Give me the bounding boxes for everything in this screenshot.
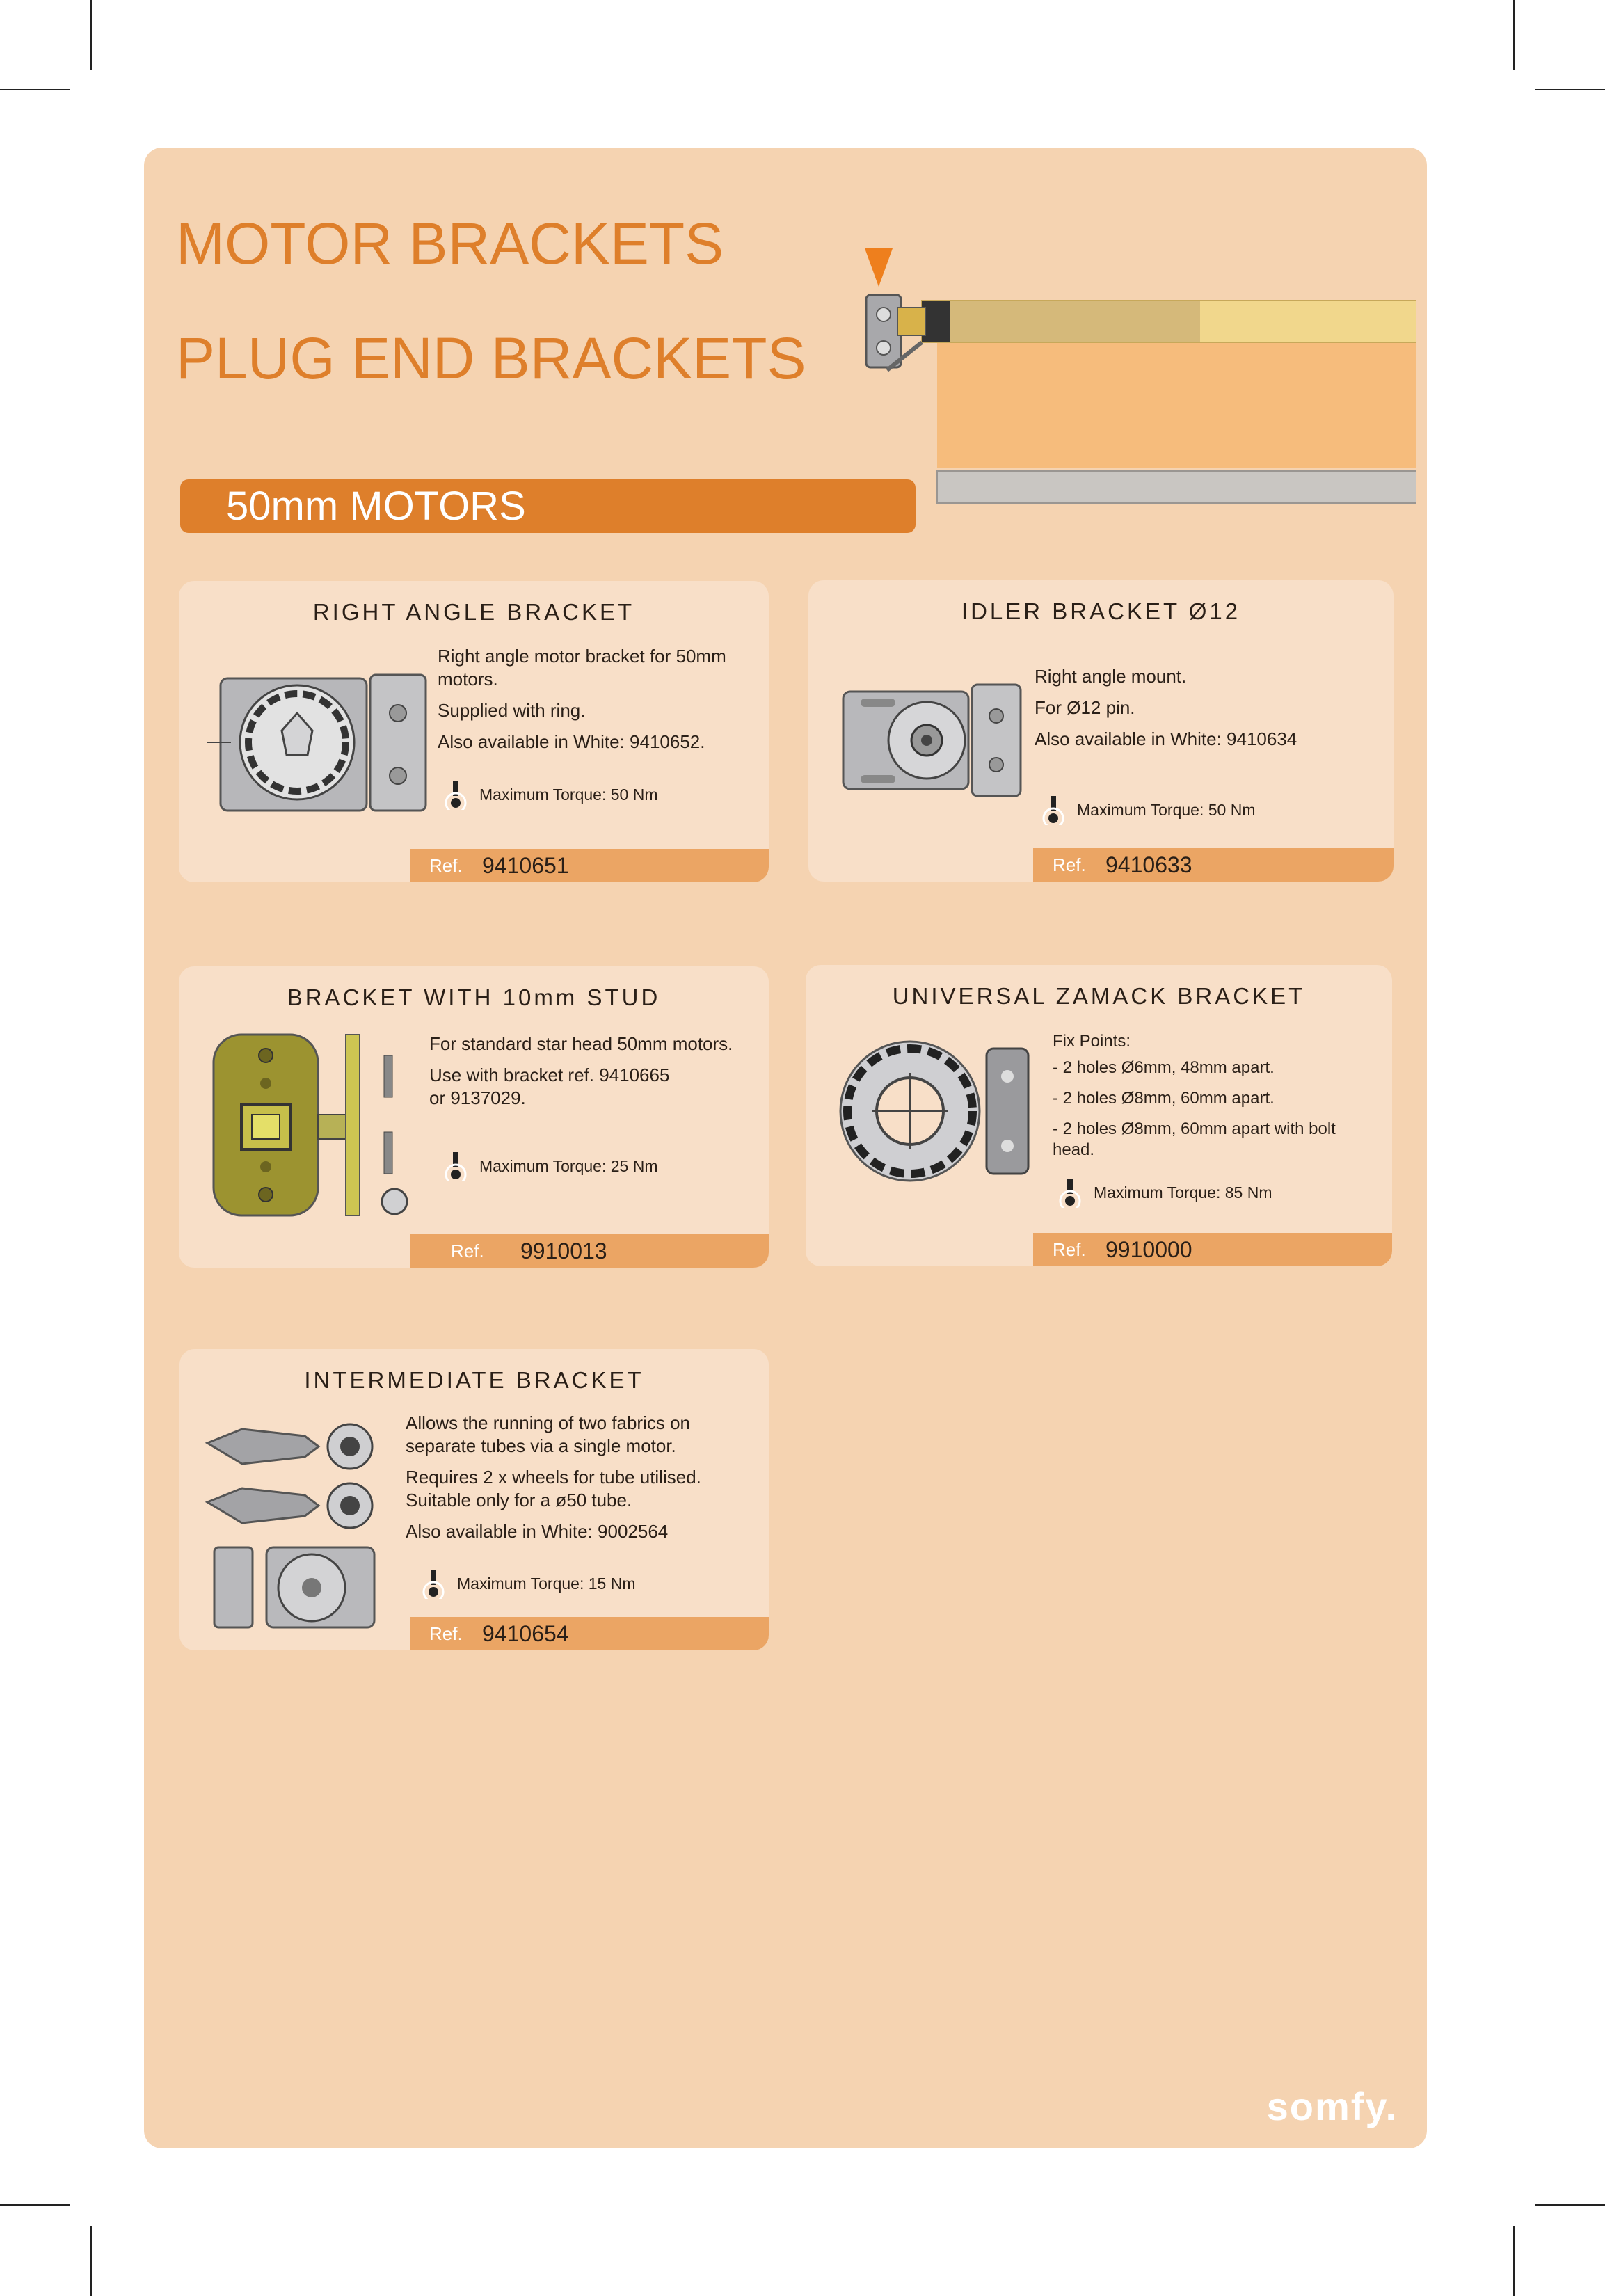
description-line: For standard star head 50mm motors. — [429, 1033, 733, 1054]
torque-text: Maximum Torque: 15 Nm — [457, 1574, 636, 1593]
ref-number: 9410654 — [482, 1620, 569, 1646]
product-title: UNIVERSAL ZAMACK BRACKET — [892, 983, 1306, 1009]
ref-number: 9910013 — [520, 1238, 607, 1263]
description-line: - 2 holes Ø8mm, 60mm apart with bolt head. — [1053, 1119, 1336, 1159]
product-card-right-angle-bracket — [179, 581, 769, 882]
roller-blind-illustration — [720, 196, 1416, 614]
product-description — [406, 1412, 733, 1552]
description-line: Allows the running of two fabrics on separate tubes via a single motor. — [406, 1412, 690, 1456]
warning-icon — [420, 1568, 447, 1599]
warning-icon — [442, 1151, 470, 1181]
ref-label: Ref. — [1053, 1238, 1086, 1260]
description-line: Use with bracket ref. 9410665 or 9137029. — [429, 1065, 670, 1108]
warning-icon — [1039, 795, 1067, 825]
torque-info — [1056, 1177, 1272, 1208]
zamack-bracket-image — [820, 1035, 1049, 1188]
idler-bracket-image — [829, 678, 1052, 803]
crop-mark — [90, 2226, 92, 2296]
torque-text: Maximum Torque: 50 Nm — [1077, 800, 1256, 819]
product-description — [1035, 665, 1368, 759]
torque-text: Maximum Torque: 85 Nm — [1094, 1183, 1272, 1202]
section-title-50mm-motors: 50mm MOTORS — [180, 479, 916, 533]
torque-info — [420, 1568, 636, 1599]
product-title: BRACKET WITH 10mm STUD — [287, 984, 661, 1010]
product-title: RIGHT ANGLE BRACKET — [312, 599, 635, 625]
ref-label: Ref. — [429, 854, 463, 876]
ref-number: 9910000 — [1105, 1236, 1192, 1262]
ref-bar — [410, 1617, 769, 1650]
product-card-universal-zamack-bracket — [806, 965, 1392, 1266]
somfy-logo: somfy. — [1266, 2084, 1398, 2128]
product-card-idler-bracket — [808, 580, 1394, 882]
ref-number: 9410633 — [1105, 852, 1192, 877]
intermediate-bracket-image — [200, 1415, 402, 1638]
warning-icon — [1056, 1177, 1084, 1208]
description-line: Also available in White: 9410652. — [438, 731, 705, 752]
product-description — [438, 645, 758, 762]
torque-info — [442, 779, 658, 810]
crop-mark — [0, 89, 70, 90]
product-description — [1053, 1031, 1359, 1169]
product-title: IDLER BRACKET Ø12 — [961, 598, 1241, 624]
crop-mark — [1513, 2226, 1515, 2296]
right-angle-bracket-image — [193, 664, 443, 818]
description-line: Supplied with ring. — [438, 700, 586, 721]
description-line: - 2 holes Ø8mm, 60mm apart. — [1053, 1089, 1275, 1108]
description-line: - 2 holes Ø6mm, 48mm apart. — [1053, 1058, 1275, 1077]
description-line: Right angle mount. — [1035, 666, 1187, 687]
ref-bar — [410, 1234, 769, 1268]
description-line: For Ø12 pin. — [1035, 697, 1135, 718]
ref-bar — [1033, 848, 1394, 882]
crop-mark — [1535, 89, 1605, 90]
crop-mark — [0, 2204, 70, 2206]
ref-bar — [410, 849, 769, 882]
warning-icon — [442, 779, 470, 810]
product-card-bracket-10mm-stud — [179, 966, 769, 1268]
catalog-sheet — [144, 148, 1427, 2148]
product-description — [429, 1033, 756, 1118]
page-title-plug-end-brackets: PLUG END BRACKETS — [176, 326, 806, 391]
description-line: Right angle motor bracket for 50mm motors. — [438, 646, 726, 689]
ref-label: Ref. — [429, 1623, 463, 1644]
page-title-motor-brackets: MOTOR BRACKETS — [176, 211, 724, 276]
torque-text: Maximum Torque: 25 Nm — [479, 1156, 658, 1175]
product-title: INTERMEDIATE BRACKET — [304, 1367, 644, 1393]
crop-mark — [1535, 2204, 1605, 2206]
ref-number: 9410651 — [482, 852, 569, 878]
torque-text: Maximum Torque: 50 Nm — [479, 785, 658, 804]
torque-info — [442, 1151, 658, 1181]
product-card-intermediate-bracket — [179, 1349, 769, 1650]
ref-label: Ref. — [451, 1240, 484, 1261]
ref-label: Ref. — [1053, 854, 1086, 875]
torque-info — [1039, 795, 1256, 825]
description-line: Requires 2 x wheels for tube utilised. Suitable only for a ø50 tube. — [406, 1467, 701, 1510]
crop-mark — [90, 0, 92, 70]
stud-bracket-image — [207, 1028, 429, 1222]
description-line: Also available in White: 9002564 — [406, 1521, 669, 1542]
description-line: Fix Points: — [1053, 1032, 1131, 1051]
ref-bar — [1033, 1233, 1392, 1266]
description-line: Also available in White: 9410634 — [1035, 728, 1297, 749]
crop-mark — [1513, 0, 1515, 70]
